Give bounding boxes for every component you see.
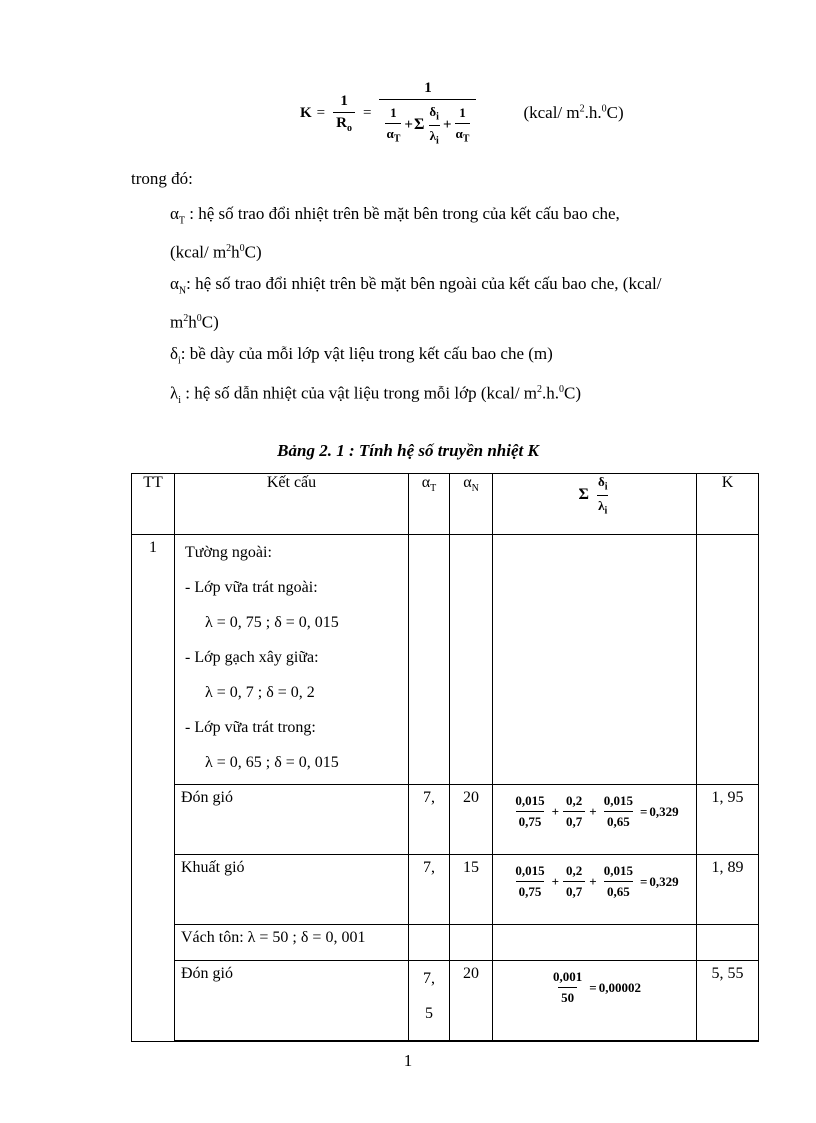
cell-tt: 1 <box>132 535 175 1042</box>
header-alpha-n: $\alpha_N$ <box>450 474 493 535</box>
table-caption: Bảng 2. 1 : Tính hệ số truyền nhiệt K <box>277 441 539 460</box>
page-number: 1 <box>403 1051 413 1070</box>
def-alpha-t-unit: (kcal/ $m^2h^0C$) <box>170 242 262 262</box>
table-row-vach-ton: Vách tôn: λ = 50 ; δ = 0, 001 <box>132 925 759 961</box>
def-delta: $\delta_i$: bề dày của mỗi lớp vật liệu trong kết cấu bao che (m) <box>170 344 553 367</box>
header-tt: TT <box>132 474 175 535</box>
cell-wall-desc: Tường ngoài: - Lớp vữa trát ngoài: λ = 0, 75 ; δ = 0, 015 - Lớp gạch xây giữa: λ = 0, 7 ; δ = 0, 2 - Lớp vữa trát trong: λ = 0, 65 ; δ = 0, 015 <box>175 535 409 785</box>
table-row-don-gio: Đón gió 7, 20 $\frac{0,015}{0,75}$ + $\frac{0,2}{0,7}$ + $\frac{0,015}{0,65}$ = 0,329 1, 95 <box>132 785 759 855</box>
table-header-row <box>132 474 759 535</box>
cell-calc: $\frac{0,015}{0,75}$ + $\frac{0,2}{0,7}$ + $\frac{0,015}{0,65}$ = 0,329 <box>493 855 697 925</box>
cell-calc: $\frac{0,001}{50}$ = 0,00002 <box>493 961 697 1041</box>
k-formula: K = $\frac{1}{R_o}$ = 1 $\frac{1}{\alpha_T}$ + Σ $\frac{\delta_i}{\lambda_i}$ + $\frac{1}{\alpha_T}$ (kcal/ $m^2.h.^0C$) <box>300 80 624 147</box>
table-row-wall <box>132 535 759 785</box>
def-alpha-n: $\alpha_N$: hệ số trao đổi nhiệt trên bề mặt bên ngoài của kết cấu bao che, (kcal/ <box>170 274 662 297</box>
intro-text: trong đó: <box>131 169 193 188</box>
cell-calc: $\frac{0,015}{0,75}$ + $\frac{0,2}{0,7}$ + $\frac{0,015}{0,65}$ = 0,329 <box>493 785 697 855</box>
header-ketcau: Kết cấu <box>175 474 409 535</box>
formula-lhs: K <box>300 104 312 121</box>
k-table <box>131 473 759 1042</box>
def-lambda: $\lambda_i$ : hệ số dẫn nhiệt của vật liệu trong mỗi lớp (kcal/ $m^2.h.^0C$) <box>170 383 582 407</box>
table-row-khuat-gio: Khuất gió 7, 15 $\frac{0,015}{0,75}$ + $\frac{0,2}{0,7}$ + $\frac{0,015}{0,65}$ = 0,329 1, 89 <box>132 855 759 925</box>
header-k: K <box>697 474 759 535</box>
table-row-vach-don-gio: Đón gió 7, 5 20 $\frac{0,001}{50}$ = 0,00002 5, 55 <box>132 961 759 1041</box>
def-alpha-n-unit: $m^2h^0C$) <box>170 312 219 332</box>
formula-unit: (kcal/ $m^2.h.^0C$) <box>523 103 624 123</box>
formula-frac-main: 1 $\frac{1}{\alpha_T}$ + Σ $\frac{\delta_i}{\lambda_i}$ + $\frac{1}{\alpha_T}$ <box>379 80 476 146</box>
formula-frac-r: $\frac{1}{R_o}$ <box>333 93 355 134</box>
def-alpha-t: $\alpha_T$ : hệ số trao đổi nhiệt trên bề mặt bên trong của kết cấu bao che, <box>170 204 620 227</box>
header-sum: Σ $\frac{\delta_i}{\lambda_i}$ <box>493 474 697 535</box>
header-alpha-t: $\alpha_T$ <box>409 474 450 535</box>
